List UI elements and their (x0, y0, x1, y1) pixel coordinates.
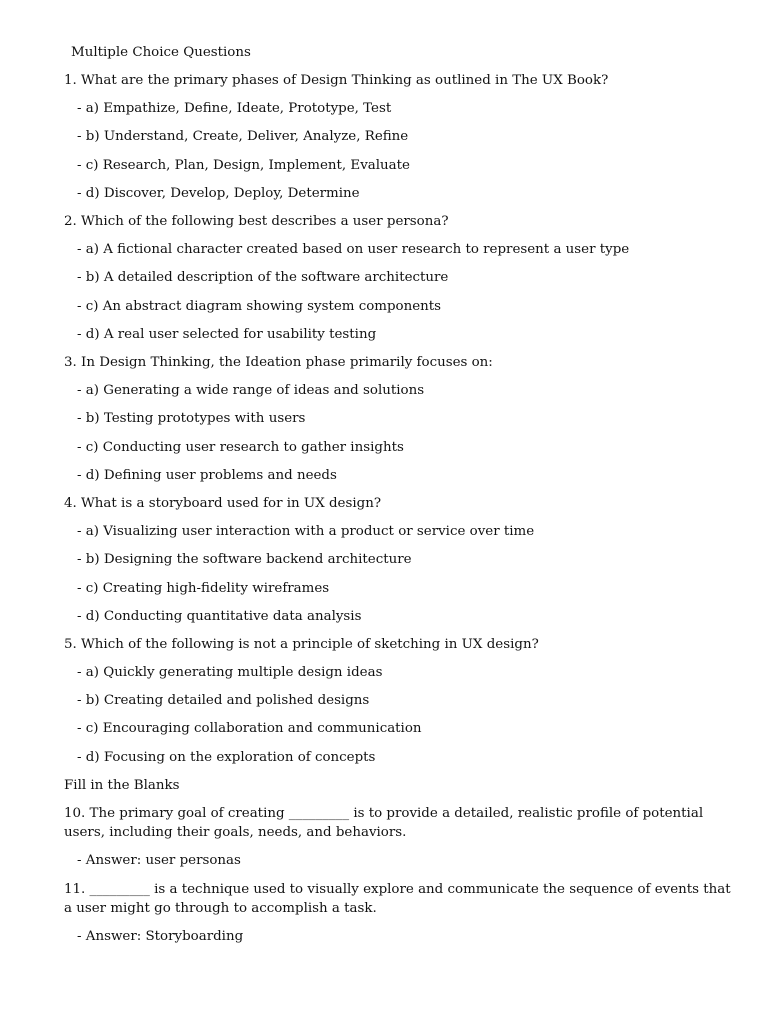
question-4-option-c: - c) Creating high-fidelity wireframes (77, 581, 330, 596)
blank-answer-11: - Answer: Storyboarding (77, 929, 244, 944)
blank-question-11: 11. _________ is a technique used to visually explore and communicate the sequence of events that a user might go through to accomplish a task. (64, 882, 731, 916)
question-3-option-c: - c) Conducting user research to gather insights (77, 440, 404, 455)
question-5-option-a: - a) Quickly generating multiple design ideas (77, 665, 383, 680)
question-1-option-b: - b) Understand, Create, Deliver, Analyze, Refine (77, 129, 409, 144)
blank-answer-10: - Answer: user personas (77, 853, 241, 868)
question-1-option-c: - c) Research, Plan, Design, Implement, Evaluate (77, 158, 410, 173)
question-2-option-d: - d) A real user selected for usability testing (77, 327, 377, 342)
question-3-option-d: - d) Defining user problems and needs (77, 468, 337, 483)
question-2-option-a: - a) A fictional character created based on user research to represent a user type (77, 242, 630, 257)
question-4-option-a: - a) Visualizing user interaction with a product or service over time (77, 524, 535, 539)
question-5-option-d: - d) Focusing on the exploration of concepts (77, 750, 376, 765)
question-1-option-d: - d) Discover, Develop, Deploy, Determine (77, 186, 360, 201)
question-2-option-b: - b) A detailed description of the software architecture (77, 270, 449, 285)
question-2: 2. Which of the following best describes a user persona? (64, 214, 449, 229)
mcq-heading: Multiple Choice Questions (71, 45, 251, 60)
question-1-option-a: - a) Empathize, Define, Ideate, Prototype, Test (77, 101, 392, 116)
question-4-option-d: - d) Conducting quantitative data analysis (77, 609, 362, 624)
question-3: 3. In Design Thinking, the Ideation phase primarily focuses on: (64, 355, 493, 370)
question-5-option-b: - b) Creating detailed and polished designs (77, 693, 370, 708)
question-3-option-b: - b) Testing prototypes with users (77, 411, 306, 426)
question-2-option-c: - c) An abstract diagram showing system components (77, 299, 442, 314)
question-5: 5. Which of the following is not a principle of sketching in UX design? (64, 637, 539, 652)
question-4-option-b: - b) Designing the software backend architecture (77, 552, 412, 567)
question-4: 4. What is a storyboard used for in UX design? (64, 496, 382, 511)
blank-question-10: 10. The primary goal of creating _________ is to provide a detailed, realistic profile of potential users, including their goals, needs, and behaviors. (64, 806, 704, 840)
question-3-option-a: - a) Generating a wide range of ideas and solutions (77, 383, 425, 398)
blanks-heading: Fill in the Blanks (64, 778, 180, 793)
question-5-option-c: - c) Encouraging collaboration and communication (77, 721, 422, 736)
question-1: 1. What are the primary phases of Design Thinking as outlined in The UX Book? (64, 73, 609, 88)
